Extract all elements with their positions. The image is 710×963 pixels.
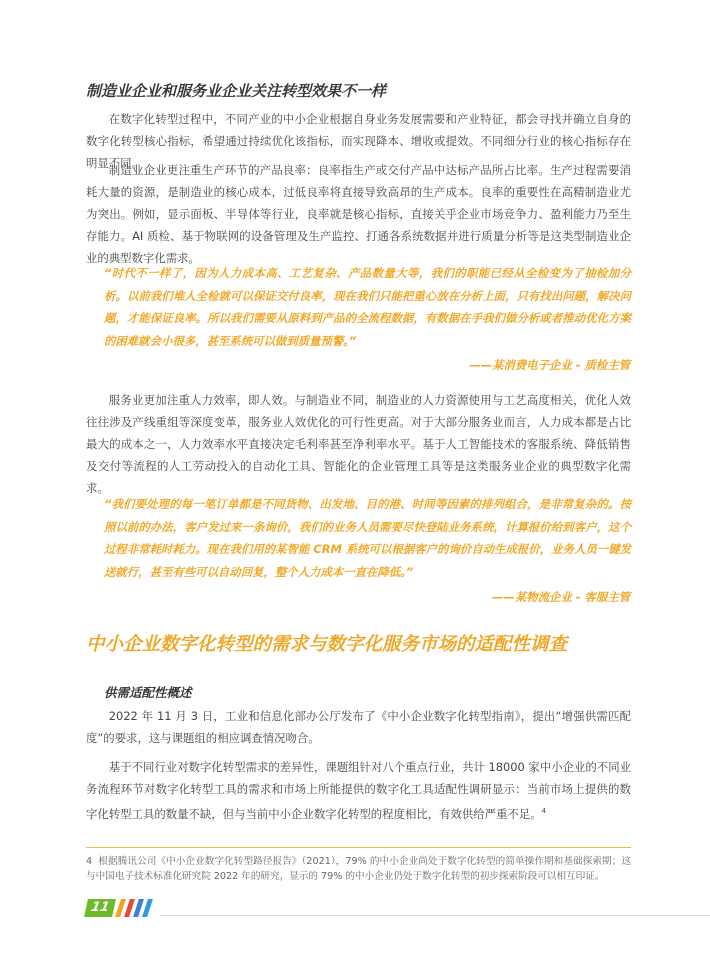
quote-logistics: “我们要处理的每一笔订单都是不同货物、出发地、目的港、时间等因素的排列组合，是非常复杂的。按照以前的办法，客户发过来一条询价，我们的业务人员需要尽快登陆业务系统，计算报价给到客户，这个过程非常耗时耗力。现在我们用的某智能 CRM 系统可以根据客户的询价自动生成报价，业务人员一键发送就行，甚至有些可以自动回复，整个人力成本一直在降低。”: [104, 497, 631, 579]
paragraph-manufacturing: 制造业企业更注重生产环节的产品良率：良率指生产或交付产品中达标产品所占比率。生产过程需要消耗大量的资源，是制造业的核心成本，过低良率将直接导致高昂的生产成本。良率的重要性在高精制造业尤为突出。例如，显示面板、半导体等行业，良率就是核心指标，直接关乎企业市场竞争力、盈利能力乃至生存能力。AI 质检、基于物联网的设备管理及生产监控、打通各系统数据并进行质量分析等是这类型制造业企业的典型数字化需求。: [86, 163, 631, 265]
footnote-divider: [86, 847, 631, 848]
page-number: 11: [89, 900, 111, 915]
page-number-badge: [84, 899, 116, 917]
paragraph-services: 服务业更加注重人力效率，即人效。与制造业不同，制造业的人力资源使用与工艺高度相关，优化人效往往涉及产线重组等深度变革，服务业人效优化的可行性更高。对于大部分服务业而言，人力成本都是占比最大的成本之一，人力效率水平直接决定毛利率甚至净利率水平。基于人工智能技术的客服系统、降低销售及交付等流程的人工劳动投入的自动化工具、智能化的企业管理工具等是这类服务业企业的典型数字化需求。: [86, 393, 631, 495]
paragraph-transformation-indicators: 在数字化转型过程中，不同产业的中小企业根据自身业务发展需要和产业特征，都会寻找并确立自身的数字化转型核心指标，希望通过持续优化该指标，而实现降本、增收或提效。不同细分行业的核心指标存在明显不同。: [86, 112, 631, 170]
footnote-text: 根据腾讯公司《中小企业数字化转型路径报告》（2021），79% 的中小企业尚处于数字化转型的简单操作期和基础探索期；这与中国电子技术标准化研究院 2022 年的研究，显示的 79% 的中小企业仍处于数字化转型的初步探索阶段可以相互印证。: [86, 856, 631, 882]
footnote-number: 4: [86, 856, 93, 867]
main-heading: 中小企业数字化转型的需求与数字化服务市场的适配性调查: [86, 634, 568, 655]
subheading: 供需适配性概述: [104, 685, 192, 700]
section-heading: 制造业企业和服务业企业关注转型效果不一样: [86, 82, 387, 100]
quote-source-logistics: ——某物流企业 - 客服主管: [492, 590, 630, 604]
quote-manufacturing: “时代不一样了，因为人力成本高、工艺复杂、产品数量大等，我们的职能已经从全检变为了抽检加分析。以前我们堆人全检就可以保证交付良率，现在我们只能把重心放在分析上面，只有找出问题，解决问题，才能保证良率。所以我们需要从原料到产品的全流程数据，有数据在手我们做分析或者推动优化方案的困难就会小很多，甚至系统可以做到质量预警。”: [104, 266, 631, 348]
stripe-light-blue: [142, 899, 153, 917]
quote-source-manufacturing: ——某消费电子企业 - 质检主管: [469, 358, 630, 372]
footnote-reference[interactable]: 4: [541, 807, 547, 815]
footer-rule: [160, 915, 710, 916]
paragraph-survey: [86, 756, 631, 825]
paragraph-guideline: 2022 年 11 月 3 日，工业和信息化部办公厅发布了《中小企业数字化转型指南》，提出“增强供需匹配度”的要求，这与课题组的相应调查情况吻合。: [86, 709, 631, 745]
footnote: [86, 854, 631, 884]
paragraph-survey-text: 基于不同行业对数字化转型需求的差异性，课题组针对八个重点行业，共计 18000 家中小企业的不同业务流程环节对数字化转型工具的需求和市场上所能提供的数字化工具适配性调研显示：当前市场上提供的数字化转型工具的数量不缺，但与当前中小企业数字化转型的程度相比，有效供给严重不足。: [86, 760, 631, 821]
